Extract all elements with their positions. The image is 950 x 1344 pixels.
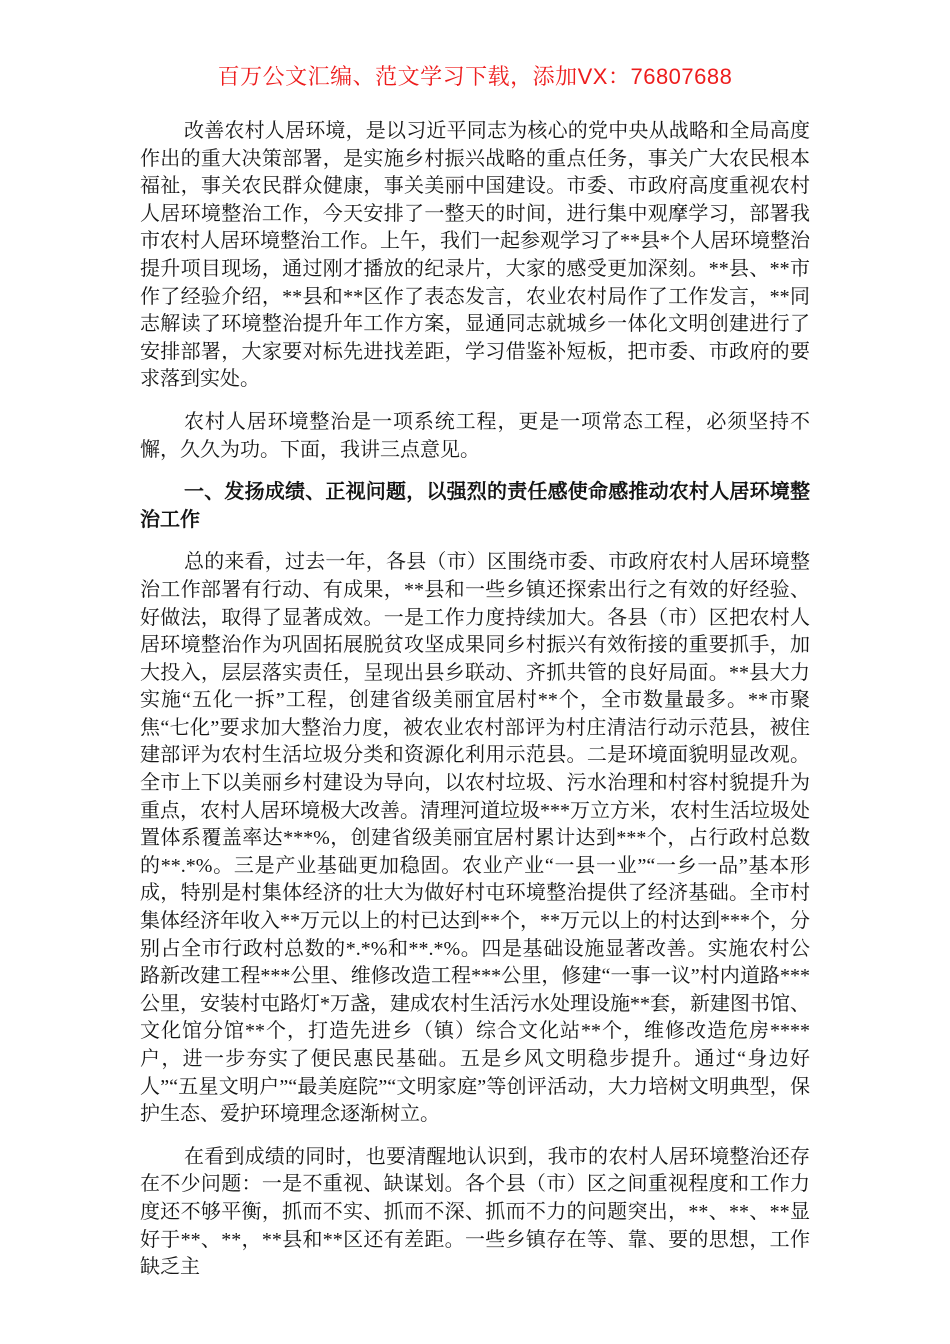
promo-banner: 百万公文汇编、范文学习下载，添加VX：76807688 [217,64,733,89]
section-heading-1: 一、发扬成绩、正视问题，以强烈的责任感使命感推动农村人居环境整治工作 [140,481,810,531]
paragraph-transition: 农村人居环境整治是一项系统工程，更是一项常态工程，必须坚持不懈，久久为功。下面，我讲三点意见。 [140,410,810,461]
paragraph-achievements: 总的来看，过去一年，各县（市）区围绕市委、市政府农村人居环境整治工作部署有行动、有成果，**县和一些乡镇还探索出行之有效的好经验、好做法，取得了显著成效。一是工作力度持续加大。各县（市）区把农村人居环境整治作为巩固拓展脱贫攻坚成果同乡村振兴有效衔接的重要抓手，加大投入，层层落实责任，呈现出县乡联动、齐抓共管的良好局面。**县大力实施“五化一拆”工程，创建省级美丽宜居村**个，全市数量最多。**市聚焦“七化”要求加大整治力度，被农业农村部评为村庄清洁行动示范县，被住建部评为农村生活垃圾分类和资源化利用示范县。二是环境面貌明显改观。全市上下以美丽乡村建设为导向，以农村垃圾、污水治理和村容村貌提升为重点，农村人居环境极大改善。清理河道垃圾***万立方米，农村生活垃圾处置体系覆盖率达***%，创建省级美丽宜居村累计达到***个，占行政村总数的**.*%。三是产业基础更加稳固。农业产业“一县一业”“一乡一品”基本形成，特别是村集体经济的壮大为做好村屯环境整治提供了经济基础。全市村集体经济年收入**万元以上的村已达到**个，**万元以上的村达到***个，分别占全市行政村总数的*.*%和**.*%。四是基础设施显著改善。实施农村公路新改建工程***公里、维修改造工程***公里，修建“一事一议”村内道路***公里，安装村屯路灯*万盏，建成农村生活污水处理设施**套，新建图书馆、文化馆分馆**个，打造先进乡（镇）综合文化站**个，维修改造危房****户，进一步夯实了便民惠民基础。五是乡风文明稳步提升。通过“身边好人”“五星文明户”“最美庭院”“文明家庭”等创评活动，大力培树文明典型，保护生态、爱护环境理念逐渐树立。 [140,551,810,1126]
document-body [140,118,810,1282]
paragraph-problems: 在看到成绩的同时，也要清醒地认识到，我市的农村人居环境整治还存在不少问题：一是不重视、缺谋划。各个县（市）区之间重视程度和工作力度还不够平衡，抓而不实、抓而不深、抓而不力的问题突出，**、**、**显好于**、**，**县和**区还有差距。一些乡镇存在等、靠、要的思想，工作缺乏主 [140,1145,810,1279]
paragraph-intro: 改善农村人居环境，是以习近平同志为核心的党中央从战略和全局高度作出的重大决策部署，是实施乡村振兴战略的重点任务，事关广大农民根本福祉，事关农民群众健康，事关美丽中国建设。市委、市政府高度重视农村人居环境整治工作，今天安排了一整天的时间，进行集中观摩学习，部署我市农村人居环境整治工作。上午，我们一起参观学习了**县*个人居环境整治提升项目现场，通过刚才播放的纪录片，大家的感受更加深刻。**县、**市作了经验介绍，**县和**区作了表态发言，农业农村局作了工作发言，**同志解读了环境整治提升年工作方案，显通同志就城乡一体化文明创建进行了安排部署，大家要对标先进找差距，学习借鉴补短板，把市委、市政府的要求落到实处。 [140,120,810,391]
